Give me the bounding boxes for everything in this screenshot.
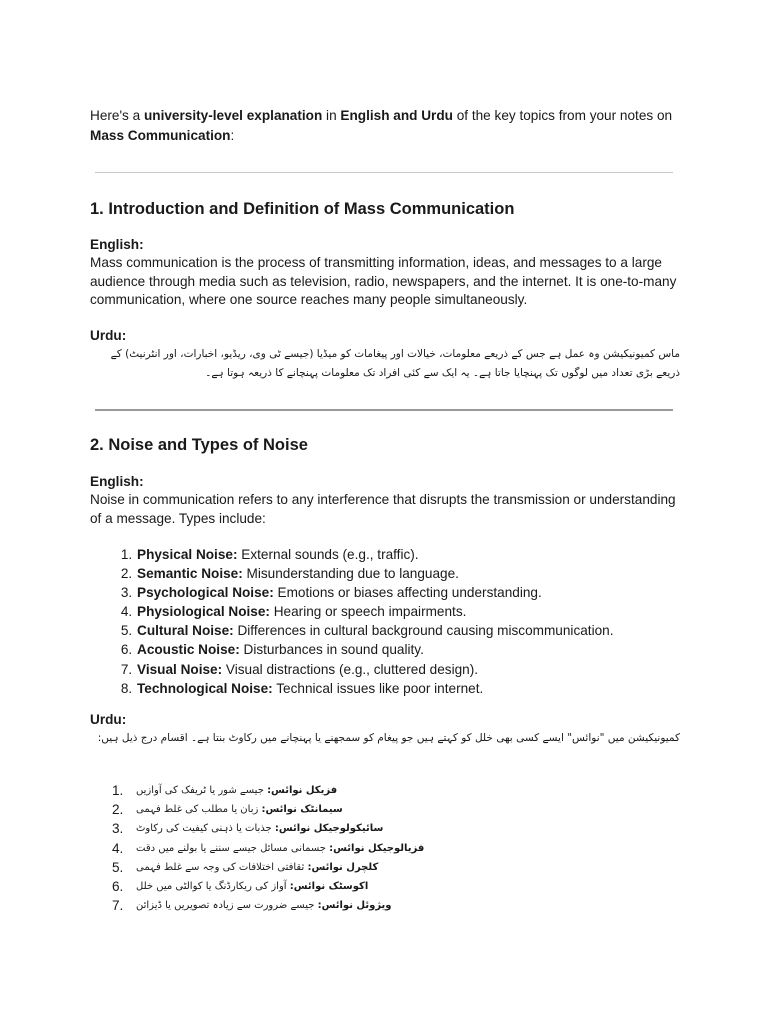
section-1-english-text: Mass communication is the process of transmitting information, ideas, and messages to a large audience through media such as television, radio, newspapers, and the internet. It is one-to-many communication, where one source reaches many people simultaneously. (90, 255, 677, 307)
intro-bold: English and Urdu (340, 108, 453, 123)
list-item-desc: زبان یا مطلب کی غلط فہمی (136, 804, 262, 816)
noise-types-list (112, 545, 614, 698)
section-1-heading: 1. Introduction and Definition of Mass Communication (90, 200, 515, 218)
list-item-term: Technological Noise: (137, 680, 273, 696)
section-2-english-text: Noise in communication refers to any interference that disrupts the transmission or understanding of a message. Types include: (90, 492, 676, 526)
list-item-number: 1. (112, 783, 124, 799)
list-item-desc: ثقافتی اختلافات کی وجہ سے غلط فہمی (136, 861, 308, 873)
list-item-number: 7. (112, 898, 124, 914)
list-item-term: سیمانٹک نوائس: (261, 804, 343, 816)
list-item-term: Psychological Noise: (137, 585, 274, 601)
list-item-desc: جیسے شور یا ٹریفک کی آوازیں (136, 785, 268, 797)
section-2-urdu-text: کمیونیکیشن میں "نوائس" ایسے کسی بھی خلل کو کہتے ہیں جو پیغام کو سمجھنے یا پہنچانے میں رکاوٹ بنتا ہے۔ اقسام درج ذیل ہیں: (97, 732, 680, 744)
list-item-desc: Technical issues like poor internet. (272, 680, 484, 696)
list-item (112, 896, 442, 915)
list-item-term: Cultural Noise: (137, 623, 234, 639)
list-item (112, 858, 442, 877)
list-item (112, 877, 442, 896)
list-item-desc: Emotions or biases affecting understanding. (273, 585, 542, 601)
list-item-text (136, 843, 424, 854)
list-item (112, 800, 442, 819)
list-item-term: کلچرل نوائس: (307, 861, 379, 873)
list-item (136, 640, 614, 659)
horizontal-divider (95, 172, 673, 173)
list-item (112, 839, 442, 858)
intro-text: Here's a (90, 108, 144, 123)
intro-bold: university-level explanation (143, 108, 323, 123)
list-item (136, 621, 614, 640)
section-2-heading: 2. Noise and Types of Noise (90, 436, 308, 454)
list-item (136, 602, 614, 621)
list-item-desc: External sounds (e.g., traffic). (237, 547, 419, 562)
intro-text: of the key topics from your notes on (452, 108, 673, 123)
list-item (136, 679, 614, 698)
list-item-term: اکوسٹک نوائس: (289, 881, 369, 893)
horizontal-divider (95, 409, 673, 411)
section-1-urdu-text: ماس کمیونیکیشن وہ عمل ہے جس کے ذریعے معلومات، خیالات اور پیغامات کو میڈیا (جیسے ٹی وی، ریڈیو، اخبارات، اور انٹرنیٹ) کے ذریعے بڑی تعداد میں لوگوں تک پہنچایا جاتا ہے۔ یہ ایک سے کئی افراد تک معلومات پہنچانے کا ذریعہ ہوتا ہے۔ (110, 348, 680, 379)
list-item-text (136, 785, 337, 796)
list-item-term: سائیکولوجیکل نوائس: (274, 823, 384, 835)
list-item-term: ویژوئل نوائس: (317, 900, 392, 912)
list-item-number: 4. (112, 840, 124, 856)
intro-bold: Mass Communication (90, 127, 231, 143)
section-2-urdu-label: Urdu: (90, 712, 127, 727)
list-item-term: Visual Noise: (137, 661, 223, 677)
list-item-text (136, 804, 343, 815)
list-item (112, 819, 442, 838)
list-item-term: Physical Noise: (137, 547, 238, 562)
list-item-desc: Misunderstanding due to language. (242, 566, 459, 582)
list-item-desc: آواز کی ریکارڈنگ یا کوالٹی میں خلل (136, 881, 290, 893)
intro-text: in (322, 108, 341, 123)
list-item (136, 660, 614, 679)
list-item (136, 564, 614, 583)
section-1-urdu-label: Urdu: (90, 328, 127, 343)
section-2-english-label: English: (90, 474, 144, 489)
intro-paragraph (90, 106, 680, 145)
list-item-text (136, 862, 378, 873)
list-item-number: 3. (112, 821, 124, 837)
list-item-term: Semantic Noise: (137, 566, 243, 582)
list-item-term: Acoustic Noise: (137, 642, 240, 658)
intro-text: : (230, 127, 235, 143)
list-item-desc: Hearing or speech impairments. (269, 604, 467, 620)
list-item-desc: جذبات یا ذہنی کیفیت کی رکاوٹ (136, 823, 275, 835)
list-item-text (136, 881, 368, 892)
list-item-desc: Differences in cultural background causing miscommunication. (233, 623, 614, 639)
list-item-term: فزیالوجیکل نوائس: (329, 842, 425, 854)
list-item-text (136, 823, 383, 834)
section-1-english-label: English: (90, 237, 144, 252)
list-item-desc: جیسے ضرورت سے زیادہ تصویریں یا ڈیزائن (136, 900, 318, 912)
list-item (136, 583, 614, 602)
list-item-text (136, 900, 392, 911)
list-item-desc: جسمانی مسائل جیسے سننے یا بولنے میں دقت (136, 842, 330, 854)
list-item-term: فزیکل نوائس: (267, 785, 338, 797)
list-item (136, 545, 614, 564)
list-item-desc: Disturbances in sound quality. (239, 642, 424, 658)
list-item-number: 5. (112, 859, 124, 875)
list-item-desc: Visual distractions (e.g., cluttered design). (222, 661, 479, 677)
list-item-number: 2. (112, 802, 124, 818)
list-item-term: Physiological Noise: (137, 604, 270, 620)
list-item-number: 6. (112, 879, 124, 895)
urdu-noise-types-list (112, 781, 442, 915)
list-item (112, 781, 442, 800)
